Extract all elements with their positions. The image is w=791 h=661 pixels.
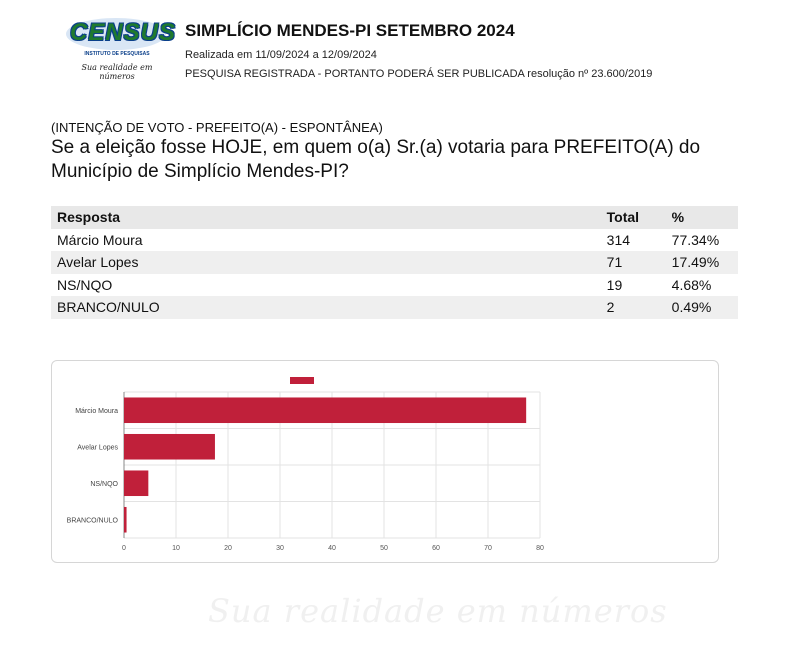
- cell-resposta: Avelar Lopes: [51, 251, 601, 274]
- category-label: NS/NQO: [90, 480, 118, 488]
- table-row: [51, 229, 738, 252]
- category-label: Avelar Lopes: [77, 444, 118, 452]
- x-tick-label: 70: [484, 545, 492, 552]
- cell-resposta: BRANCO/NULO: [51, 296, 601, 319]
- watermark-tagline: Sua realidade em números: [208, 592, 668, 630]
- bar: [124, 397, 526, 423]
- x-tick-label: 20: [224, 545, 232, 552]
- x-tick-label: 40: [328, 545, 336, 552]
- bar: [124, 434, 215, 460]
- x-tick-label: 30: [276, 545, 284, 552]
- bar-chart: [52, 361, 718, 562]
- survey-date-range: Realizada em 11/09/2024 a 12/09/2024: [185, 49, 377, 61]
- x-tick-label: 80: [536, 545, 544, 552]
- legend-swatch: [290, 377, 314, 384]
- cell-percent: 77.34%: [671, 231, 720, 248]
- table-header-row: [51, 206, 738, 229]
- logo-tagline: Sua realidade em números: [81, 63, 153, 81]
- cell-total: 19: [606, 276, 623, 293]
- x-tick-label: 50: [380, 545, 388, 552]
- x-tick-label: 60: [432, 545, 440, 552]
- header-resposta: Resposta: [51, 206, 601, 229]
- question-kicker: (INTENÇÃO DE VOTO - PREFEITO(A) - ESPONTÂNEA): [51, 120, 383, 135]
- survey-registration: PESQUISA REGISTRADA - PORTANTO PODERÁ SER PUBLICADA resolução nº 23.600/2019: [185, 68, 653, 80]
- cell-total: 314: [606, 231, 631, 248]
- table-row: [51, 296, 738, 319]
- cell-resposta: Márcio Moura: [57, 231, 143, 248]
- logo-subtitle: INSTITUTO DE PESQUISAS: [84, 51, 150, 57]
- cell-percent: 0.49%: [666, 296, 738, 319]
- cell-percent: 17.49%: [666, 251, 738, 274]
- cell-resposta: NS/NQO: [57, 276, 113, 293]
- logo-wordmark: CENSUS: [70, 19, 177, 46]
- cell-percent: 4.68%: [671, 276, 712, 293]
- cell-total: 71: [601, 251, 666, 274]
- table-row: [51, 274, 738, 297]
- category-label: Márcio Moura: [75, 407, 118, 415]
- header-total: Total: [601, 206, 666, 229]
- category-label: BRANCO/NULO: [66, 517, 118, 525]
- bar-chart-card: [51, 360, 719, 563]
- bar: [124, 507, 127, 533]
- header-percent: %: [666, 206, 738, 229]
- survey-title: SIMPLÍCIO MENDES-PI SETEMBRO 2024: [185, 21, 515, 40]
- census-logo: [64, 18, 177, 81]
- question-text: Se a eleição fosse HOJE, em quem o(a) Sr.(a) votaria para PREFEITO(A) do Município de Simplício Mendes-PI?: [51, 137, 701, 182]
- x-tick-label: 10: [172, 545, 180, 552]
- x-tick-label: 0: [122, 545, 126, 552]
- bar: [124, 470, 148, 496]
- cell-total: 2: [601, 296, 666, 319]
- results-table: [51, 206, 738, 319]
- table-row: [51, 251, 738, 274]
